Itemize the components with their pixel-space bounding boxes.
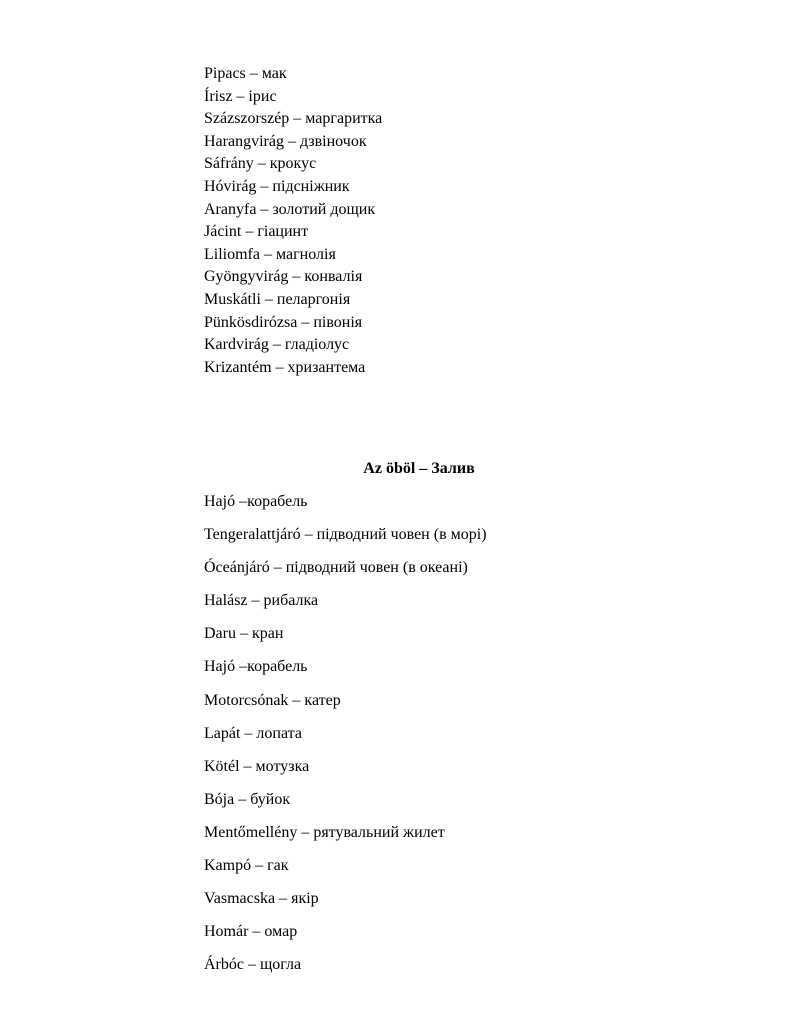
vocab-item: Százszorszép – маргаритка <box>204 110 383 128</box>
vocab-item: Halász – рибалка <box>204 592 319 610</box>
vocab-item: Harangvirág – дзвіночок <box>204 132 367 150</box>
section-title: Az öböl – Залив <box>363 460 475 477</box>
vocab-item: Írisz – ірис <box>204 87 277 105</box>
vocab-item: Hóvirág – підсніжник <box>204 177 350 195</box>
vocab-item: Kardvirág – гладіолус <box>204 336 350 354</box>
vocab-item: Jácint – гіацинт <box>204 223 309 241</box>
vocab-item: Bója – буйок <box>204 790 291 808</box>
vocab-item: Aranyfa – золотий дощик <box>204 200 376 218</box>
vocab-item: Daru – кран <box>204 625 284 643</box>
vocab-item: Tengeralattjáró – підводний човен (в морі) <box>204 526 487 544</box>
vocab-item: Krizantém – хризантема <box>204 358 366 376</box>
vocab-item: Kampó – гак <box>204 857 289 875</box>
vocab-item: Gyöngyvirág – конвалія <box>204 268 363 286</box>
vocab-item: Lapát – лопата <box>204 724 302 742</box>
vocab-item: Muskátli – пеларгонія <box>204 290 351 308</box>
vocab-item: Vasmacska – якір <box>204 890 319 908</box>
vocab-item: Sáfrány – крокус <box>204 155 317 173</box>
vocab-item: Kötél – мотузка <box>204 757 310 775</box>
vocab-item: Hajó –корабель <box>204 493 308 510</box>
flower-vocabulary-list <box>204 63 382 379</box>
bay-vocabulary-list <box>204 491 487 987</box>
vocab-item: Motorcsónak – катер <box>204 691 341 709</box>
vocab-item: Pünkösdirózsa – півонія <box>204 313 363 331</box>
vocab-item: Árbóc – щогла <box>204 956 302 974</box>
vocab-item: Homár – омар <box>204 923 298 941</box>
vocab-item: Liliomfa – магнолія <box>204 245 336 263</box>
vocab-item: Mentőmellény – рятувальний жилет <box>204 823 445 841</box>
vocab-item: Óceánjáró – підводний човен (в океані) <box>204 559 468 577</box>
vocab-item: Pipacs – мак <box>204 65 287 82</box>
vocab-item: Hajó –корабель <box>204 658 308 676</box>
